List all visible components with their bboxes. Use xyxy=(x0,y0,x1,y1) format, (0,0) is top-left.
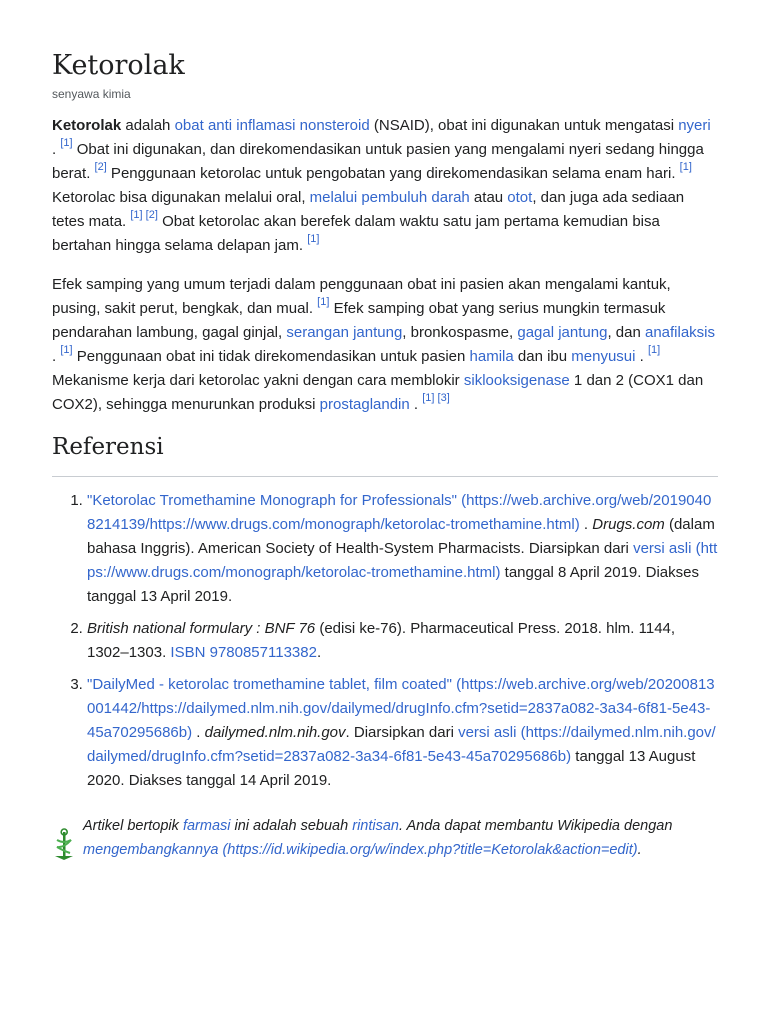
link-rintisan[interactable]: rintisan xyxy=(352,818,399,834)
link-serangan-jantung[interactable]: serangan jantung xyxy=(286,324,403,341)
link-pembuluh-darah[interactable]: melalui pembuluh darah xyxy=(309,189,470,206)
references-list xyxy=(52,489,718,801)
reference-archive-link[interactable]: versi asli (https://dailymed.nlm.nih.gov/dailymed/drugInfo.cfm?setid=2837a082-3a34-6f81-5e43-45a70295686b) xyxy=(87,724,716,765)
page-title: Ketorolak xyxy=(52,50,185,81)
citation-link[interactable]: [2] xyxy=(94,161,107,173)
reference-item: 2. British national formulary : BNF 76 (edisi ke-76). Pharmaceutical Press. 2018. hlm. 1144, 1302–1303. ISBN 9780857113382. xyxy=(87,617,718,665)
link-nyeri[interactable]: nyeri xyxy=(678,117,711,134)
reference-archive-link[interactable]: versi asli (https://www.drugs.com/monograph/ketorolac-tromethamine.html) xyxy=(87,540,718,581)
paragraph-intro: Ketorolak adalah obat anti inflamasi nonsteroid (NSAID), obat ini digunakan untuk mengatasi nyeri . [1] Obat ini digunakan, dan direkomendasikan untuk pasien yang mengalami nyeri sedang hingga berat. [2] Penggunaan ketorolac untuk pengobatan yang direkomendasikan selama enam hari. [1] Ketorolac bisa digunakan melalui oral, melalui pembuluh darah atau otot, dan juga ada sediaan tetes mata. [1] [2] Obat ketorolac akan berefek dalam waktu satu jam pertama kemudian bisa bertahan hingga selama delapan jam. [1] xyxy=(52,117,711,254)
reference-item: 1. "Ketorolac Tromethamine Monograph for Professionals" (https://web.archive.org/web/20190408214139/https://www.drugs.com/monograph/ketorolac-tromethamine.html) . Drugs.com (dalam bahasa Inggris). American Society of Health-System Pharmacists. Diarsipkan dari versi asli (https://www.drugs.com/monograph/ketorolac-tromethamine.html) tanggal 8 April 2019. Diakses tanggal 13 April 2019. xyxy=(87,489,718,609)
edit-link[interactable]: mengembangkannya (https://id.wikipedia.org/w/index.php?title=Ketorolak&action=edit) xyxy=(83,842,638,858)
pharmacy-caduceus-icon xyxy=(52,828,76,862)
citation-link[interactable]: [3] xyxy=(437,392,450,404)
heading-divider xyxy=(52,476,718,477)
references-heading: Referensi xyxy=(52,434,164,460)
citation-link[interactable]: [1] xyxy=(60,344,73,356)
link-gagal-jantung[interactable]: gagal jantung xyxy=(517,324,608,341)
link-anafilaksis[interactable]: anafilaksis xyxy=(644,324,716,341)
isbn-link[interactable]: ISBN 9780857113382 xyxy=(170,644,317,661)
link-farmasi[interactable]: farmasi xyxy=(182,818,231,834)
link-prostaglandin[interactable]: prostaglandin xyxy=(319,396,410,413)
link-menyusui[interactable]: menyusui xyxy=(571,348,636,365)
citation-link[interactable]: [1] xyxy=(307,233,320,245)
citation-link[interactable]: [1] xyxy=(60,137,73,149)
citation-link[interactable]: [1] xyxy=(679,161,692,173)
citation-link[interactable]: [1] xyxy=(647,344,661,356)
reference-item: 3. "DailyMed - ketorolac tromethamine tablet, film coated" (https://web.archive.org/web/20200813001442/https://dailymed.nlm.nih.gov/dailymed/drugInfo.cfm?setid=2837a082-3a34-6f81-5e43-45a70295686b) . dailymed.nlm.nih.gov. Diarsipkan dari versi asli (https://dailymed.nlm.nih.gov/dailymed/drugInfo.cfm?setid=2837a082-3a34-6f81-5e43-45a70295686b) tanggal 13 August 2020. Diakses tanggal 14 April 2019. xyxy=(87,673,718,793)
paragraph-side-effects: Efek samping yang umum terjadi dalam penggunaan obat ini pasien akan mengalami kantuk, pusing, sakit perut, bengkak, dan mual. [1] Efek samping obat yang serius mungkin termasuk pendarahan lambung, gagal ginjal, serangan jantung, bronkospasme, gagal jantung, dan anafilaksis . [1] Penggunaan obat ini tidak direkomendasikan untuk pasien hamila dan ibu menyusui . [1] Mekanisme kerja dari ketorolac yakni dengan cara memblokir siklooksigenase 1 dan 2 (COX1 dan COX2), sehingga menurunkan produksi prostaglandin . [1] [3] xyxy=(52,276,716,413)
citation-link[interactable]: [1] xyxy=(130,209,143,221)
link-otot[interactable]: otot xyxy=(507,189,533,206)
link-siklooksigenase[interactable]: siklooksigenase xyxy=(463,372,570,389)
citation-link[interactable]: [1] xyxy=(317,296,330,308)
stub-text: Artikel bertopik farmasi ini adalah sebuah rintisan. Anda dapat membantu Wikipedia dengan mengembangkannya (https://id.wikipedia.org/w/index.php?title=Ketorolak&action=edit). xyxy=(83,818,673,858)
reference-link[interactable]: "DailyMed - ketorolac tromethamine tablet, film coated" (https://web.archive.org/web/20200813001442/https://dailymed.nlm.nih.gov/dailymed/drugInfo.cfm?setid=2837a082-3a34-6f81-5e43-45a70295686b) xyxy=(87,676,715,741)
citation-link[interactable]: [2] xyxy=(145,209,158,221)
bold-term: Ketorolak xyxy=(52,117,122,134)
reference-link[interactable]: "Ketorolac Tromethamine Monograph for Professionals" (https://web.archive.org/web/20190408214139/https://www.drugs.com/monograph/ketorolac-tromethamine.html) xyxy=(87,492,712,533)
citation-link[interactable]: [1] xyxy=(422,392,435,404)
page-subtitle: senyawa kimia xyxy=(52,87,131,101)
link-nsaid[interactable]: obat anti inflamasi nonsteroid xyxy=(174,117,370,134)
link-hamila[interactable]: hamila xyxy=(469,348,514,365)
